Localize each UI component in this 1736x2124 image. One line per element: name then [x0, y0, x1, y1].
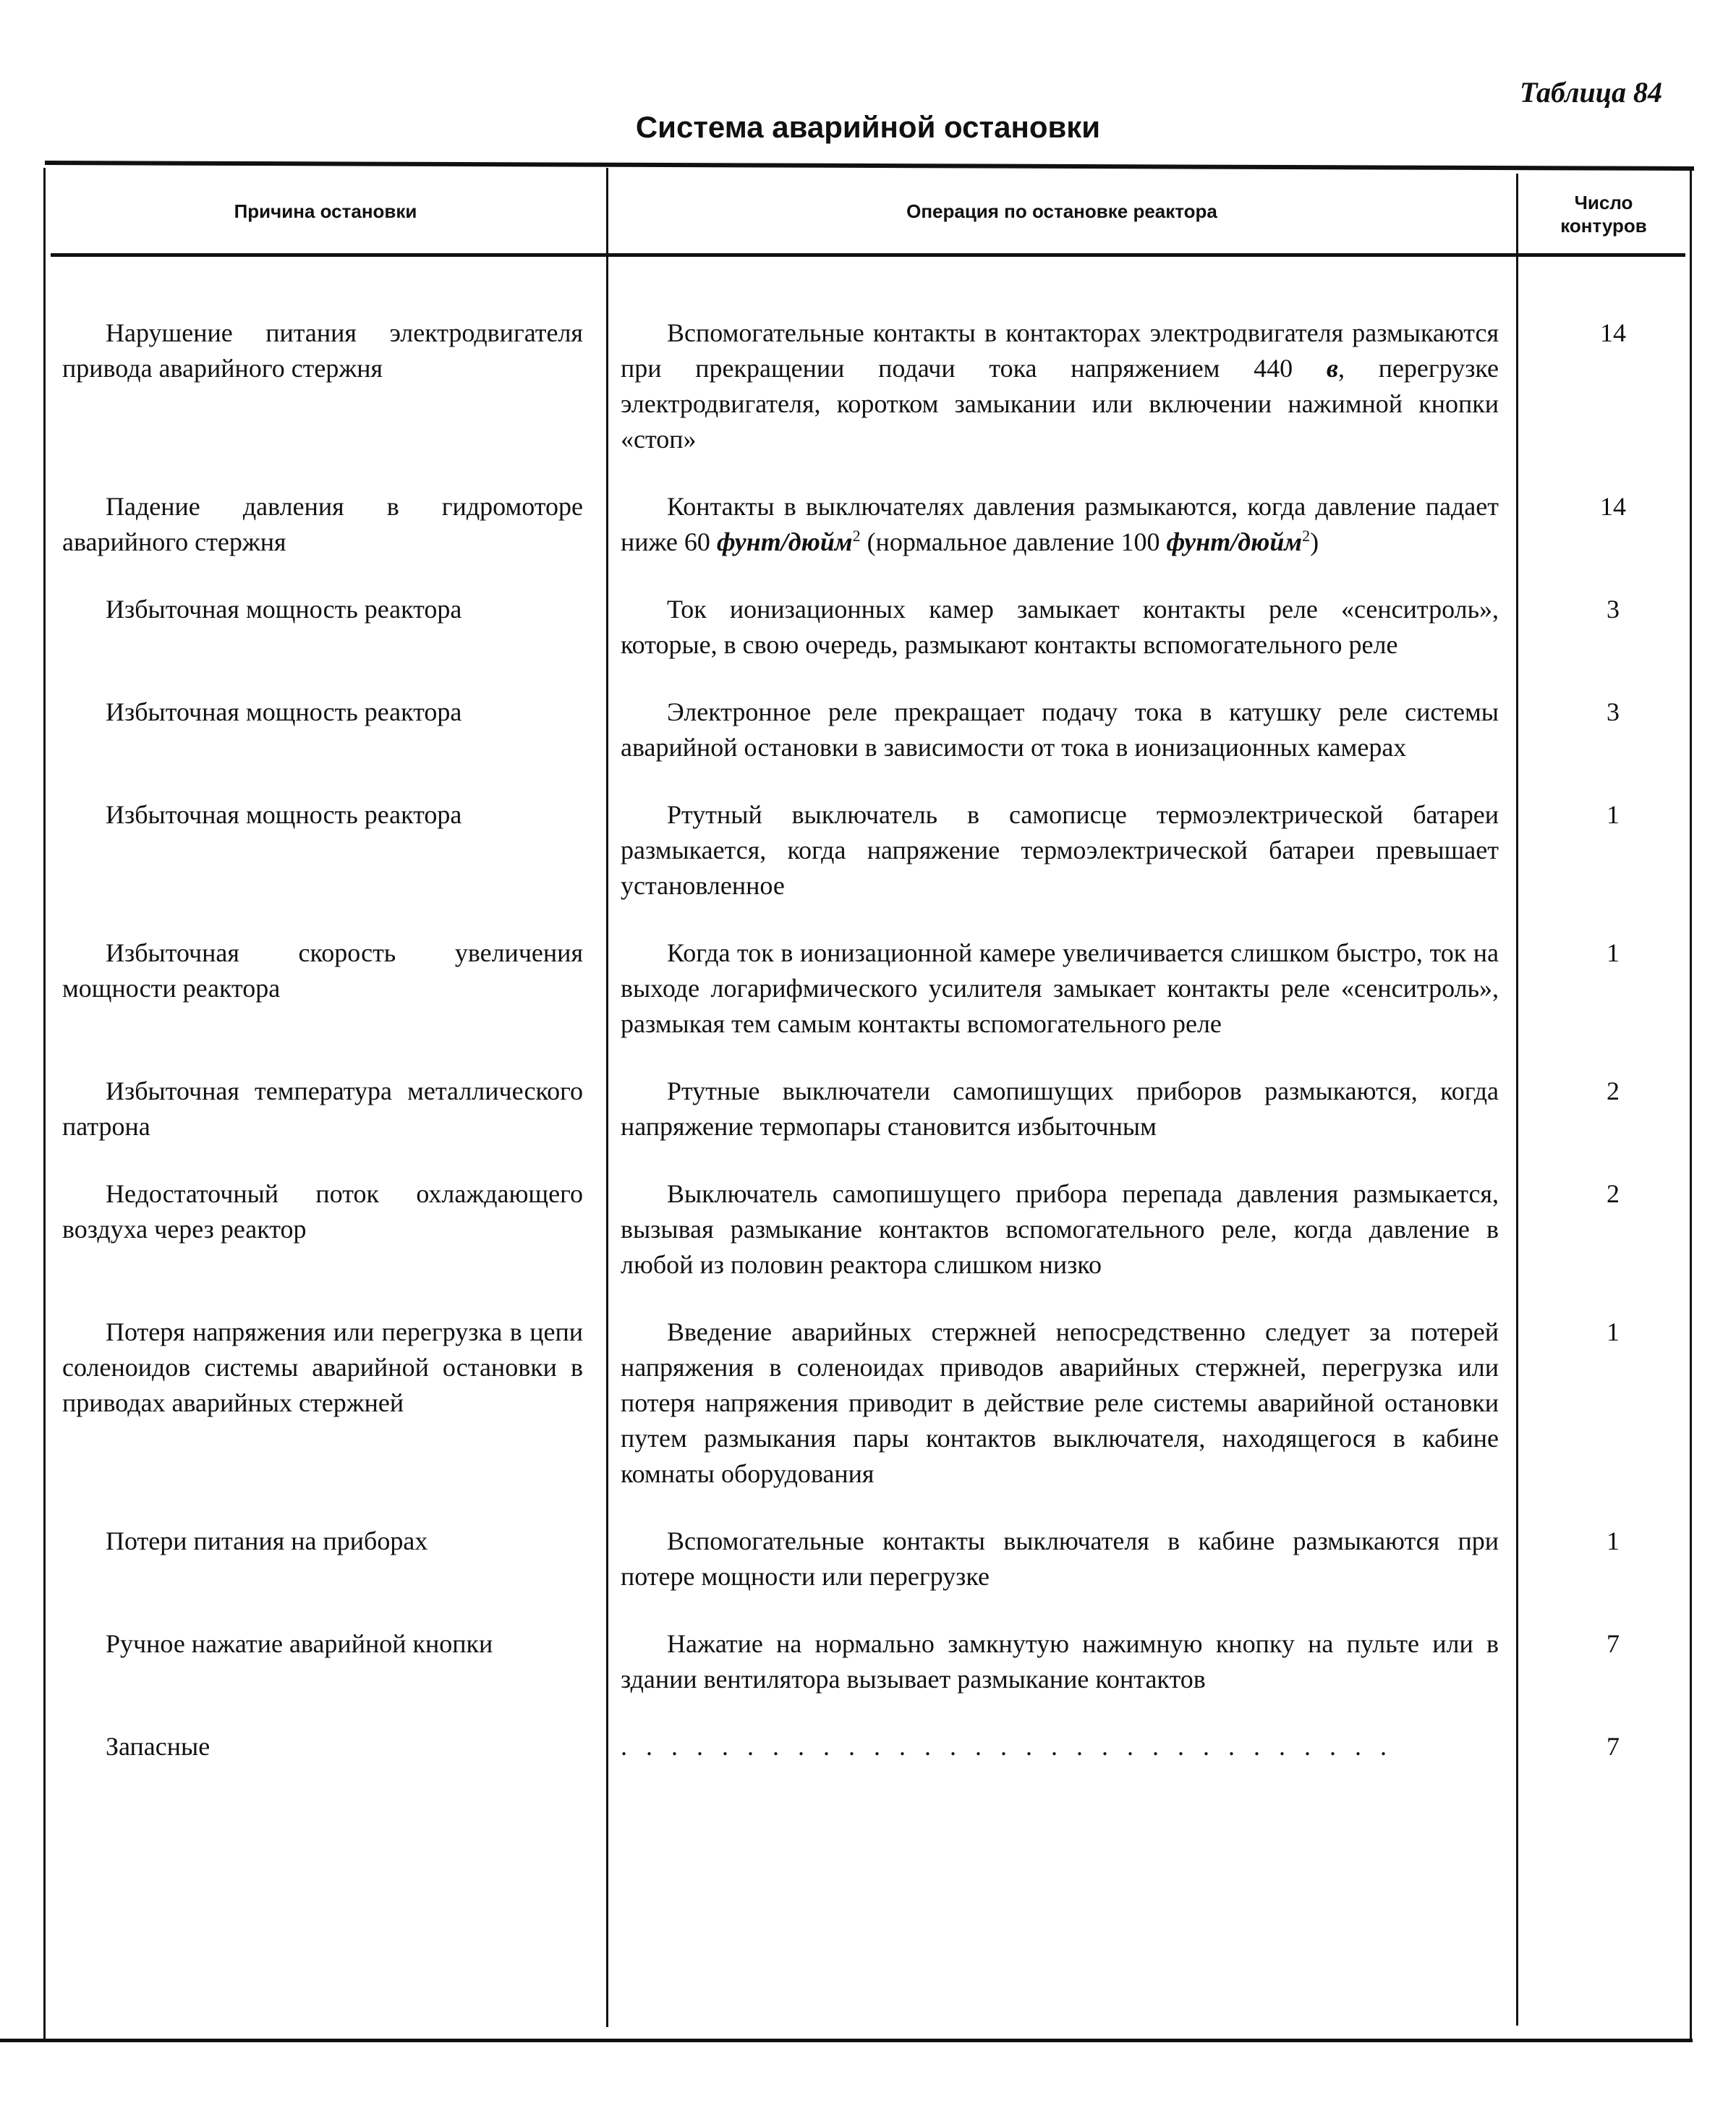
operation-cell	[621, 1176, 1499, 1283]
table-row	[0, 315, 1736, 489]
bottom-rule	[0, 2039, 1693, 2042]
header-rule	[51, 253, 1685, 257]
cause-cell: Нарушение питания электродвигателя привода аварийного стержня	[62, 318, 583, 383]
count-cell: 3	[1607, 697, 1620, 726]
superscript: 2	[852, 527, 861, 545]
operation-text: )	[1310, 527, 1319, 556]
table-row	[0, 1524, 1736, 1626]
count-cell: 3	[1607, 595, 1620, 624]
operation-text: Вспомогательные контакты выключателя в кабине размыкаются при потере мощности или перегрузке	[621, 1526, 1499, 1591]
cause-cell: Избыточная мощность реактора	[106, 595, 462, 624]
count-cell: 1	[1607, 1526, 1620, 1555]
operation-text: Ток ионизационных камер замыкает контакты реле «сенситроль», которые, в свою очередь, размыкают контакты вспомогательного реле	[621, 595, 1499, 659]
cause-cell: Ручное нажатие аварийной кнопки	[106, 1629, 493, 1658]
operation-text: Контакты в выключателях давления размыкаются, когда давление падает ниже 60	[621, 492, 1499, 556]
count-cell: 1	[1607, 1317, 1620, 1346]
header-cause: Причина остановки	[234, 200, 417, 222]
operation-cell	[621, 489, 1499, 560]
operation-text: Выключатель самопишущего прибора перепада давления размыкается, вызывая размыкание контактов вспомогательного реле, когда давление в любой из половин реактора слишком низко	[621, 1179, 1499, 1279]
cause-cell: Запасные	[106, 1732, 210, 1761]
cause-cell: Недостаточный поток охлаждающего воздуха через реактор	[62, 1179, 583, 1244]
count-cell: 2	[1607, 1076, 1620, 1105]
operation-cell	[621, 315, 1499, 457]
operation-text: в	[1326, 354, 1338, 383]
header-count-line1: Число	[1574, 192, 1633, 213]
count-cell: 2	[1607, 1179, 1620, 1208]
cause-cell: Потеря напряжения или перегрузка в цепи соленоидов системы аварийной остановки в приводах аварийных стержней	[62, 1317, 583, 1417]
count-cell: 7	[1607, 1629, 1620, 1658]
operation-text: Ртутные выключатели самопишущих приборов размыкаются, когда напряжение термопары становится избыточным	[621, 1076, 1499, 1141]
table-body	[0, 315, 1736, 1796]
table-row	[0, 694, 1736, 797]
superscript: 2	[1302, 527, 1311, 545]
table-row	[0, 1074, 1736, 1176]
table-row	[0, 489, 1736, 592]
table-row	[0, 797, 1736, 935]
operation-cell	[621, 935, 1499, 1042]
cause-cell: Потери питания на приборах	[106, 1526, 428, 1555]
top-rule	[45, 161, 1694, 171]
operation-text: фунт/дюйм	[716, 527, 853, 556]
header-operation: Операция по остановке реактора	[906, 200, 1217, 222]
operation-cell	[621, 1524, 1499, 1594]
operation-text: Вспомогательные контакты в контакторах электродвигателя размыкаются при прекращении подачи тока напряжением 440	[621, 318, 1499, 383]
count-cell: 14	[1600, 492, 1626, 521]
operation-cell	[621, 1314, 1499, 1492]
operation-text: фунт/дюйм	[1166, 527, 1303, 556]
table-row	[0, 1176, 1736, 1314]
table-row	[0, 592, 1736, 694]
cause-cell: Избыточная температура металлического патрона	[62, 1076, 583, 1141]
count-cell: 7	[1607, 1732, 1620, 1761]
operation-cell	[621, 1729, 1499, 1764]
operation-text: Когда ток в ионизационной камере увеличивается слишком быстро, ток на выходе логарифмического усилителя замыкает контакты реле «сенситроль», размыкая тем самым контакты вспомогательного реле	[621, 938, 1499, 1038]
operation-cell	[621, 592, 1499, 663]
operation-text: ...............................	[621, 1732, 1405, 1761]
cause-cell: Избыточная мощность реактора	[106, 697, 462, 726]
table-row	[0, 935, 1736, 1074]
operation-text: Нажатие на нормально замкнутую нажимную кнопку на пульте или в здании вентилятора вызывает размыкание контактов	[621, 1629, 1499, 1694]
operation-cell	[621, 1626, 1499, 1697]
header-count	[1518, 191, 1690, 237]
cause-cell: Избыточная мощность реактора	[106, 800, 462, 829]
operation-text: (нормальное давление 100	[860, 527, 1167, 556]
table-row	[0, 1729, 1736, 1796]
table-title: Система аварийной остановки	[635, 110, 1101, 144]
operation-text: Электронное реле прекращает подачу тока в катушку реле системы аварийной остановки в зависимости от тока в ионизационных камерах	[621, 697, 1499, 762]
header-count-line2: контуров	[1560, 215, 1647, 237]
count-cell: 1	[1607, 800, 1620, 829]
count-cell: 14	[1600, 318, 1626, 347]
table-row	[0, 1314, 1736, 1524]
table-row	[0, 1626, 1736, 1729]
count-cell: 1	[1607, 938, 1620, 967]
cause-cell: Падение давления в гидромоторе аварийного стержня	[62, 492, 583, 556]
operation-text: , перегрузке электродвигателя, коротком замыкании или включении нажимной кнопки «стоп»	[621, 354, 1499, 454]
operation-text: Введение аварийных стержней непосредственно следует за потерей напряжения в соленоидах приводов аварийных стержней, перегрузка или потеря напряжения приводит в действие реле системы аварийной остановки путем размыкания пары контактов выключателя, находящегося в кабине комнаты оборудования	[621, 1317, 1499, 1488]
operation-cell	[621, 1074, 1499, 1144]
operation-cell	[621, 694, 1499, 765]
table-number: Таблица 84	[1520, 76, 1662, 109]
cause-cell: Избыточная скорость увеличения мощности реактора	[62, 938, 583, 1003]
operation-cell	[621, 797, 1499, 904]
operation-text: Ртутный выключатель в самописце термоэлектрической батареи размыкается, когда напряжение термоэлектрической батареи превышает установленное	[621, 800, 1499, 900]
